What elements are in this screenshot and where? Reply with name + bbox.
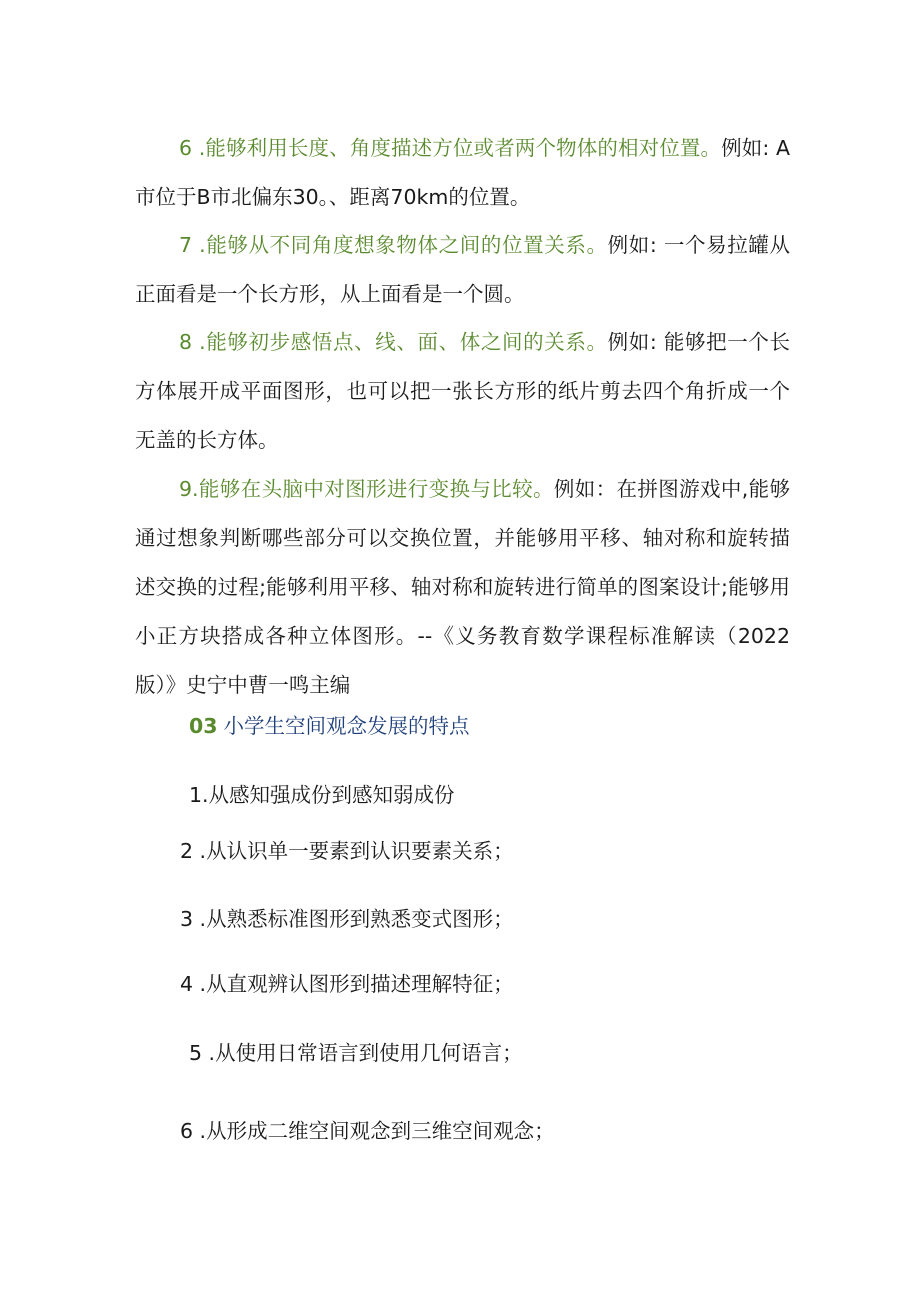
paragraph-8-body: 例如: 能够把一个长方体展开成平面图形，也可以把一张长方形的纸片剪去四个角折成一个无盖的长方体。: [135, 330, 790, 452]
paragraph-6-lead: 6 .能够利用长度、角度描述方位或者两个物体的相对位置。: [179, 136, 722, 160]
paragraph-8: [135, 318, 790, 465]
paragraph-6-body: 例如: A市位于B市北偏东30。、距离70km的位置。: [135, 136, 791, 209]
list-item: 2 .从认识单一要素到认识要素关系；: [180, 839, 514, 863]
list-item: 5 .从使用日常语言到使用几何语言；: [189, 1041, 523, 1065]
list-item: 4 .从直观辨认图形到描述理解特征；: [180, 972, 514, 996]
list-item: 1.从感知强成份到感知弱成份: [189, 783, 455, 807]
paragraph-7-body: 例如: 一个易拉罐从正面看是一个长方形，从上面看是一个圆。: [135, 233, 790, 306]
section-heading: [189, 710, 470, 742]
paragraph-9-lead: 9.能够在头脑中对图形进行变换与比较。: [179, 477, 554, 501]
paragraph-7-lead: 7 .能够从不同角度想象物体之间的位置关系。: [179, 233, 608, 257]
paragraph-8-lead: 8 .能够初步感悟点、线、面、体之间的关系。: [179, 330, 608, 354]
section-number: 03: [189, 714, 218, 738]
paragraph-9: [135, 465, 790, 710]
paragraph-7: [135, 221, 790, 319]
paragraph-6: [135, 124, 790, 222]
list-item: 3 .从熟悉标准图形到熟悉变式图形；: [180, 907, 514, 931]
list-item: 6 .从形成二维空间观念到三维空间观念；: [180, 1119, 555, 1143]
paragraph-9-body: 例如：在拼图游戏中,能够通过想象判断哪些部分可以交换位置，并能够用平移、轴对称和旋转描述交换的过程;能够利用平移、轴对称和旋转进行简单的图案设计;能够用小正方块搭成各种立体图形。--《义务教育数学课程标准解读（2022版）》史宁中曹一鸣主编: [135, 477, 790, 697]
section-title: 小学生空间观念发展的特点: [223, 714, 470, 738]
